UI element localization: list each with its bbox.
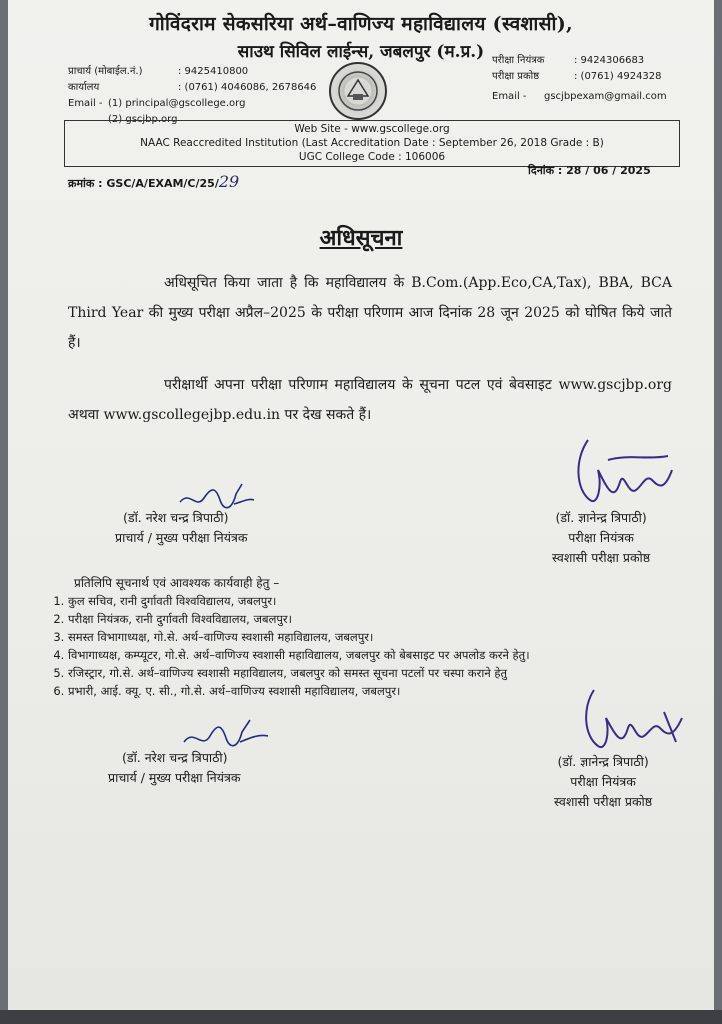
list-item: 1. कुल सचिव, रानी दुर्गावती विश्वविद्यालय, जबलपुर। (68, 592, 530, 610)
contact-value: : 9424306683 (574, 55, 645, 66)
controller-designation: परीक्षा नियंत्रक (568, 530, 634, 545)
principal-signature-block (115, 508, 248, 548)
contact-value: : (0761) 4046086, 2678646 (178, 82, 317, 93)
desk-background (0, 1010, 722, 1024)
principal-name: (डॉ. नरेश चन्द्र त्रिपाठी) (123, 510, 229, 525)
controller-designation: परीक्षा नियंत्रक (570, 774, 636, 789)
controller-cell: स्वशासी परीक्षा प्रकोष्ठ (552, 550, 651, 565)
list-item: 3. समस्त विभागाध्यक्ष, गो.से. अर्थ–वाणिज्य स्वशासी महाविद्यालय, जबलपुर। (68, 628, 530, 646)
contact-value: gscjbpexam@gmail.com (544, 91, 667, 102)
naac-line: NAAC Reaccredited Institution (Last Accreditation Date : September 26, 2018 Grade : B) (140, 137, 604, 149)
notice-document (8, 0, 714, 1010)
copy-heading: प्रतिलिपि सूचनार्थ एवं आवश्यक कार्यवाही हेतु – (74, 576, 280, 590)
ugc-line: UGC College Code : 106006 (298, 151, 446, 163)
list-item: 5. रजिस्ट्रार, गो.से. अर्थ–वाणिज्य स्वशासी महाविद्यालय, जबलपुर को समस्त सूचना पटलों पर चस्पा कराने हेतु (68, 664, 530, 682)
contacts-right (492, 53, 667, 105)
principal-designation: प्राचार्य / मुख्य परीक्षा नियंत्रक (115, 530, 248, 545)
controller-name: (डॉ. ज्ञानेन्द्र त्रिपाठी) (555, 510, 647, 525)
reference-prefix: क्रमांक : GSC/A/EXAM/C/25/ (68, 177, 219, 190)
reference-handwritten: 29 (218, 172, 240, 191)
contacts-left (68, 64, 316, 128)
college-address: साउथ सिविल लाईन्स, जबलपुर (म.प्र.) (237, 42, 485, 62)
controller-signature-icon (568, 430, 678, 512)
notice-heading: अधिसूचना (319, 225, 403, 251)
contact-value: : 9425410800 (178, 66, 249, 77)
notice-paragraph-2: परीक्षार्थी अपना परीक्षा परिणाम महाविद्यालय के सूचना पटल एवं बेवसाइट www.gscjbp.org अथवा www.gscollegejbp.edu.in पर देख सकते हैं। (68, 377, 672, 423)
controller-name: (डॉ. ज्ञानेन्द्र त्रिपाठी) (557, 754, 649, 769)
contact-label: प्राचार्य (मोबाईल.नं.) (68, 66, 143, 77)
principal-signature-block-2 (108, 748, 241, 788)
controller-signature-block-2 (554, 752, 652, 812)
college-name: गोविंदराम सेकसरिया अर्थ–वाणिज्य महाविद्यालय (स्वशासी), (149, 13, 573, 35)
contact-value: (1) principal@gscollege.org (108, 98, 246, 109)
notice-date: दिनांक : 28 / 06 / 2025 (528, 164, 651, 177)
controller-signature-2-icon (576, 682, 686, 758)
reference-number (68, 172, 239, 191)
principal-designation: प्राचार्य / मुख्य परीक्षा नियंत्रक (108, 770, 241, 785)
college-emblem-icon (329, 62, 387, 120)
contact-label: कार्यालय (68, 82, 100, 93)
contact-label: Email - (68, 98, 103, 109)
website-line: Web Site - www.gscollege.org (294, 123, 450, 135)
copy-list (48, 592, 530, 700)
contact-label: परीक्षा नियंत्रक (492, 55, 545, 66)
notice-paragraph-1: अधिसूचित किया जाता है कि महाविद्यालय के B.Com.(App.Eco,CA,Tax), BBA, BCA Third Year की मुख्य परीक्षा अप्रैल–2025 के परीक्षा परिणाम आज दिनांक 28 जून 2025 को घोषित किये जाते हैं। (68, 275, 672, 351)
contact-label: Email - (492, 91, 527, 102)
contact-value: (2) gscjbp.org (108, 114, 178, 125)
controller-signature-block (552, 508, 650, 568)
principal-name: (डॉ. नरेश चन्द्र त्रिपाठी) (122, 750, 228, 765)
list-item: 4. विभागाध्यक्ष, कम्प्यूटर, गो.से. अर्थ–वाणिज्य स्वशासी महाविद्यालय, जबलपुर को बेबसाइट पर अपलोड करने हेतु। (68, 646, 530, 664)
list-item: 6. प्रभारी, आई. क्यू. ए. सी., गो.से. अर्थ–वाणिज्य स्वशासी महाविद्यालय, जबलपुर। (68, 682, 530, 700)
controller-cell: स्वशासी परीक्षा प्रकोष्ठ (554, 794, 653, 809)
list-item: 2. परीक्षा नियंत्रक, रानी दुर्गावती विश्वविद्यालय, जबलपुर। (68, 610, 530, 628)
contact-value: : (0761) 4924328 (574, 71, 662, 82)
accreditation-box (64, 120, 680, 167)
contact-label: परीक्षा प्रकोष्ठ (492, 71, 540, 82)
